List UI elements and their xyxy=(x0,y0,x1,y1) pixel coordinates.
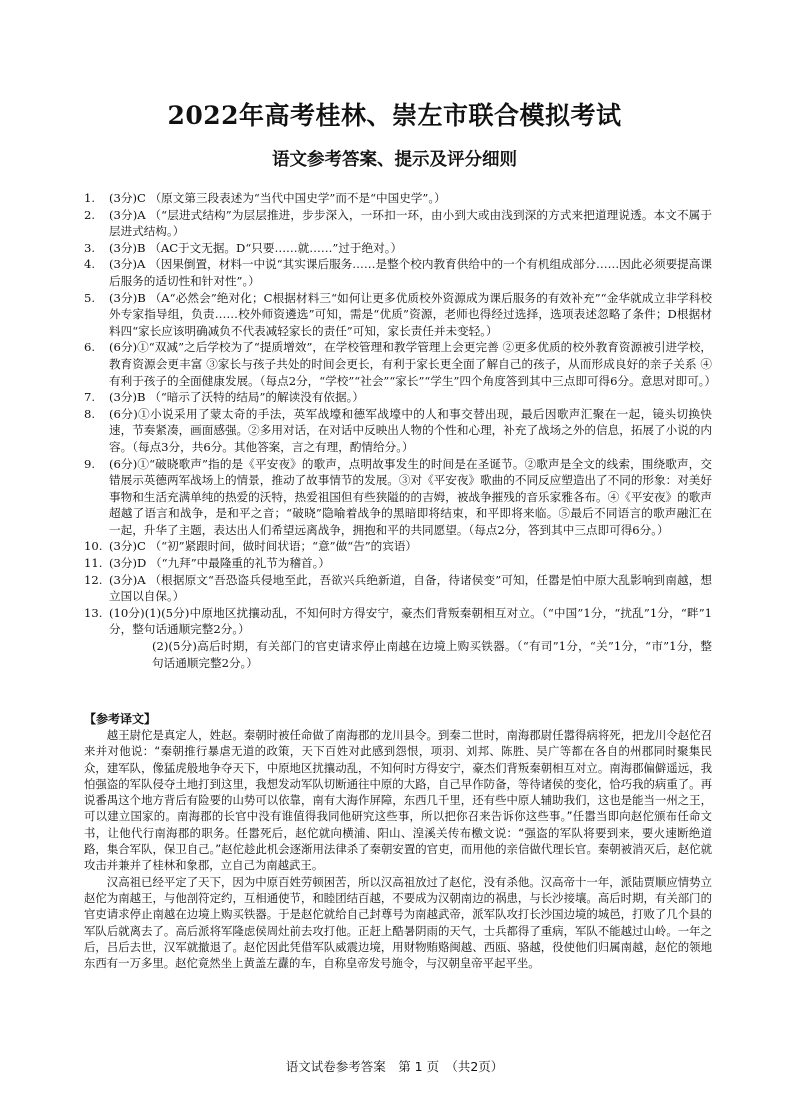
answer-text: (3分)C （原文第三段表述为“当代中国史学”而不是“中国史学”。） xyxy=(109,191,446,205)
answer-text: (2)(5分)高后时期，有关部门的官吏请求停止南越在边境上购买铁器。（“有司”1分，“关”1分，“市”1分，整句话通顺完整2分。） xyxy=(152,639,712,670)
answer-number: 1. xyxy=(84,191,96,205)
reference-translation xyxy=(84,727,712,971)
answer-text: (3分)A （因果倒置，材料一中说“其实课后服务……是整个校内教育供给中的一个有机组成部分……因此必须要提高课后服务的适切性和针对性”。） xyxy=(109,257,712,288)
answer-item xyxy=(84,605,712,638)
answer-text: (6分)①“破晓歌声”指的是《平安夜》的歌声，点明故事发生的时间是在圣诞节。②歌声是全文的线索，围绕歌声，交错展示英德两军战场上的情景，推动了故事情节的发展。③对《平安夜》歌曲的不同反应塑造出了不同的形象：对美好事物和生活充满单纯的热爱的沃特，热爱祖国但有些狭隘的的吉姆，被战争摧残的音乐家雅各布。④《平安夜》的歌声超越了语言和战争，是和平之音；“破晓”隐喻着战争的黑暗即将结束，和平即将来临。⑤最后不同语言的歌声融汇在一起，升华了主题，表达出人们希望远离战争，拥抱和平的共同愿望。（每点2分，答到其中三点即可得6分。） xyxy=(109,456,712,537)
answer-text: (3分)A （根据原文“吾恐盗兵侵地至此，吾欲兴兵绝新道，自备，待诸侯变”可知，任嚣是怕中原大乱影响到南越，想立国以自保。） xyxy=(109,572,712,604)
answer-item-sub xyxy=(84,638,712,671)
answer-number: 13. xyxy=(84,605,103,620)
answer-item xyxy=(84,555,712,572)
answer-number: 5. xyxy=(84,290,96,305)
answer-number xyxy=(84,638,109,671)
answer-text: (3分)A （“层进式结构”为层层推进，步步深入，一环扣一环，由小到大或由浅到深的方式来把道理说透。本文不属于层进式结构。） xyxy=(109,207,712,239)
answer-number: 2. xyxy=(84,207,96,222)
answer-item xyxy=(84,572,712,605)
answer-text: (3分)B （AC于文无据。D“只要……就……”过于绝对。） xyxy=(109,240,403,255)
answer-number: 8. xyxy=(84,406,96,421)
answer-item xyxy=(84,256,712,289)
answer-number: 12. xyxy=(84,572,103,587)
answer-number: 10. xyxy=(84,539,103,554)
answer-number: 9. xyxy=(84,456,96,471)
answer-item xyxy=(84,290,712,340)
answer-item xyxy=(84,339,717,389)
answer-number: 11. xyxy=(84,556,103,571)
answer-number: 6. xyxy=(84,340,96,355)
page-footer: 语文试卷参考答案 第 1 页 （共2页） xyxy=(285,1059,504,1074)
answer-list xyxy=(84,190,717,671)
translation-paragraph: 汉高祖已经平定了天下，因为中原百姓劳顿困苦，所以汉高祖放过了赵佗，没有杀他。汉高帝十一年，派陆贾顺应情势立赵佗为南越王，与他剖符定约，互相通使节，和睦团结百越，不要成为汉朝南边的祸患，与长沙接壤。高后时期，有关部门的官吏请求停止南越在边境上购买铁器。于是赵佗就给自己封尊号为南越武帝，派军队攻打长沙国边境的城邑，打败了几个县的军队后就离去了。高后派将军隆虑侯周灶前去攻打他。正赶上酷暑阴雨的天气，士兵都得了重病，军队不能越过山岭。一年之后，吕后去世，汉军就撤退了。赵佗因此凭借军队威震边境，用财物贿赂闽越、西瓯、骆越，役使他们归属南越，赵佗的领地东西有一万多里。赵佗竟然坐上黄盖左纛的车，自称皇帝发号施令，与汉朝皇帝平起平坐。 xyxy=(84,874,712,971)
answer-text: (6分)①“双减”之后学校为了“提质增效”，在学校管理和教学管理上会更完善 ②更多优质的校外教育资源被引进学校，教育资源会更丰富 ③家长与孩子共处的时间会更长，有利于家长更全面了解自己的孩子，从而形成良好的亲子关系 ④有利于孩子的全面健康发展。（每点2分，“学校”“社会”“家长”“学生”四个角度答到其中三点即可得6分。意思对即可。） xyxy=(109,340,717,388)
answer-item xyxy=(84,456,712,539)
answer-number: 7. xyxy=(84,390,96,405)
answer-item xyxy=(84,538,712,555)
answer-item xyxy=(84,207,712,240)
reference-heading: 【参考译文】 xyxy=(84,712,157,726)
answer-item xyxy=(84,406,712,456)
answer-text: (10分)(1)(5分)中原地区扰攘动乱，不知何时方得安宁，豪杰们背叛秦朝相互对立。（“中国”1分，“扰乱”1分，“畔”1分，整句话通顺完整2分。） xyxy=(109,605,712,637)
answer-number: 3. xyxy=(84,240,96,255)
answer-item xyxy=(84,240,712,257)
page-subtitle: 语文参考答案、提示及评分细则 xyxy=(272,150,517,170)
answer-number: 4. xyxy=(84,257,96,272)
translation-paragraph: 越王尉佗是真定人，姓赵。秦朝时被任命做了南海郡的龙川县令。到秦二世时，南海郡尉任嚣得病将死，把龙川令赵佗召来并对他说：“秦朝推行暴虐无道的政策，天下百姓对此感到怨恨，项羽、刘邦、陈胜、吴广等都在各自的州郡同时聚集民众，建军队，像猛虎般地争夺天下，中原地区扰攘动乱，不知何时方得安宁，豪杰们背叛秦朝相互对立。南海郡偏僻遥远，我怕强盗的军队侵夺土地打到这里，我想发动军队切断通往中原的大路，自己早作防备，等待诸侯的变化，恰巧我的病重了。再说番禺这个地方背后有险要的山势可以依靠，南有大海作屏障，东西几千里，还有些中原人辅助我们，这也是能当一州之王，可以建立国家的。南海郡的长官中没有谁值得我同他研究这些事，所以把你召来告诉你这些事。”任嚣当即向赵佗颁布任命文书，让他代行南海郡的职务。任嚣死后，赵佗就向横浦、阳山、湟溪关传布檄文说：“强盗的军队将要到来，要火速断绝道路，集合军队，保卫自己。”赵佗趁此机会逐渐用法律杀了秦朝安置的官吏，而用他的亲信做代理长官。秦朝被消灭后，赵佗就攻击并兼并了桂林和象郡，立自己为南越武王。 xyxy=(84,728,712,873)
answer-text: (3分)B （“暗示了沃特的结局”的解读没有依据。） xyxy=(109,390,364,405)
answer-text: (3分)C （“初”紧跟时间，做时间状语；“意”做“告”的宾语） xyxy=(109,539,418,554)
answer-item xyxy=(84,389,712,406)
answer-text: (6分)①小说采用了蒙太奇的手法，英军战壕和德军战壕中的人和事交替出现，最后因歌声汇聚在一起，镜头切换快速，节奏紧凑，画面感强。②多用对话，在对话中反映出人物的个性和心理，补充了战场之外的信息，拓展了小说的内容。（每点3分，共6分。其他答案，言之有理，酌情给分。） xyxy=(109,406,712,454)
answer-text: (3分)B （A“必然会”绝对化；C根据材料三“如何让更多优质校外资源成为课后服务的有效补充”“金华就成立非学科校外专家指导组，负责……校外师资遴选”可知，需是“优质”资源，老师也得经过选择，选项表述忽略了条件；D根据材料四“家长应该明确减负不代表减轻家长的责任”可知，家长责任并未变轻。） xyxy=(109,290,712,338)
page-title: 2022年高考桂林、崇左市联合模拟考试 xyxy=(167,101,622,130)
answer-text: (3分)D （“九拜”中最隆重的礼节为稽首。） xyxy=(109,556,330,571)
answer-item xyxy=(84,190,712,207)
